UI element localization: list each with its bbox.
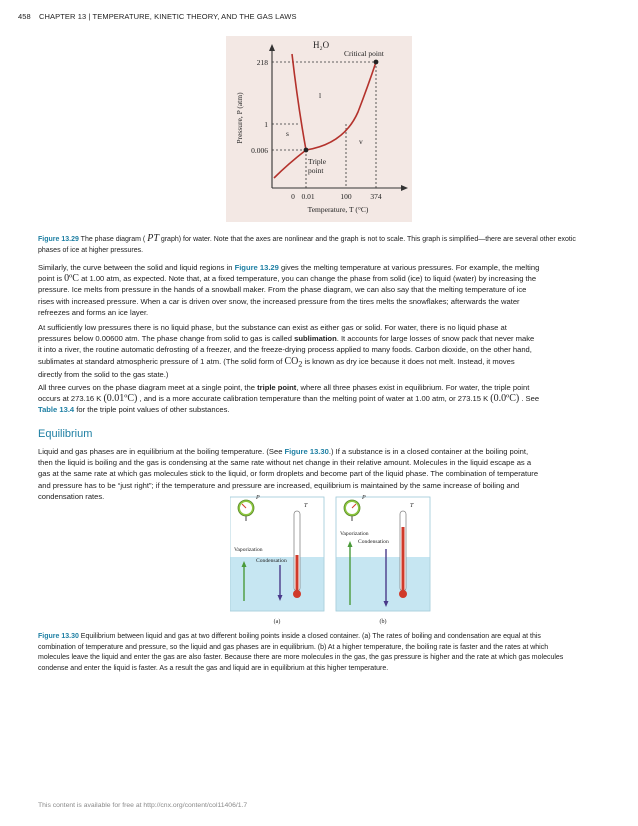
region-solid: s (286, 129, 289, 138)
paragraph-melting: Similarly, the curve between the solid and liquid regions in Figure 13.29 gives the melting temperature at various pressures. For example, the melting point is 0ºC at 1.00 atm, as expected. Note that, at a fixed temperature, you can change the phase from solid (ice) to liquid (water) by increasing the pressure. Ice melts from pressure in the hands of a snowball maker. From the phase diagram, we can also say that the melting temperature of ice rises with increased pressure. When a car is driven over snow, the increased pressure from the tires melts the snowflakes; afterwards the water refreezes and forms an ice layer. (38, 263, 540, 317)
x-tick-001: 0.01 (301, 192, 315, 201)
caption-label-13-30: Figure 13.30 (38, 633, 79, 640)
diagram-title: H₂O (313, 40, 330, 50)
condensation-label-a: Condensation (256, 558, 287, 564)
condensation-label-b: Condensation (358, 539, 389, 545)
y-tick-218: 218 (256, 58, 268, 67)
panel-b (336, 495, 430, 625)
figure-13-29-caption: Figure 13.29 The phase diagram ( PT graph) for water. Note that the axes are nonlinear and the graph is not to scale. This graph is simplified—there are several other exotic phases of ice at higher pressures. (38, 233, 576, 254)
triple-point-label-1: Triple (308, 157, 327, 166)
x-tick-100: 100 (340, 192, 352, 201)
link-table-13-4[interactable]: Table 13.4 (38, 405, 75, 415)
page-footer: This content is available for free at http://cnx.org/content/col11406/1.7 (38, 802, 248, 809)
link-figure-13-30[interactable]: Figure 13.30 (284, 447, 329, 456)
thermometer-fill-b (402, 527, 405, 593)
panel-a-label: (a) (273, 619, 281, 625)
x-tick-0: 0 (291, 192, 295, 201)
x-axis-label: Temperature, T (°C) (307, 205, 369, 214)
region-vapor: v (359, 137, 363, 146)
paragraph-triple-point: All three curves on the phase diagram meet at a single point, the triple point, where all three phases exist in equilibrium. For water, the triple point occurs at 273.16 K (0.01ºC) , and is a more accurate calibration temperature than the melting point of water at 1.00 atm, or 273.15 K (0.0ºC) . See Table 13.4 for the triple point values of other substances. (38, 383, 540, 415)
pt-math: PT (147, 233, 159, 244)
critical-point-label: Critical point (344, 49, 384, 58)
region-liquid: l (319, 91, 322, 100)
temp-label-b: T (410, 503, 414, 509)
figure-13-30-caption: Figure 13.30 Equilibrium between liquid and gas at two different boiling points inside a closed container. (a) The rates of boiling and condensation are equal at this combination of temperature and pressure, so the liquid and gas phases are in equilibrium. (b) At a higher temperature, the boiling rate is faster and the rates at which molecules leave the liquid and enter the gas are also faster. Because there are more molecules in the gas, the gas pressure is higher and the rate at which gas molecules condense and enter the liquid is faster. As a result the gas and liquid are in equilibrium at this higher temperature. (38, 633, 564, 672)
vaporization-label-b: Vaporization (340, 531, 369, 537)
caption-label: Figure 13.29 (38, 236, 79, 243)
thermometer-fill-a (296, 555, 299, 593)
paragraph-sublimation: At sufficiently low pressures there is no liquid phase, but the substance can exist as either gas or solid. For water, there is no liquid phase at pressures below 0.00600 atm. The phase change from solid to gas is called sublimation. It accounts for large losses of snow pack that never make it into a river, the routine automatic defrosting of a freezer, and the freeze-drying process applied to many foods. Carbon dioxide, on the other hand, sublimates at standard atmospheric pressure of 1 atm. (The solid form of $CO_2$ is known as dry ice because it does not melt. Instead, it moves directly from the solid to the gas state.) (38, 323, 535, 380)
triple-point-label-2: point (308, 166, 324, 175)
critical-point-marker (374, 60, 379, 65)
link-figure-13-29[interactable]: Figure 13.29 (234, 263, 279, 272)
page-header (18, 12, 297, 21)
y-tick-1: 1 (264, 120, 268, 129)
y-axis-label: Pressure, P (atm) (235, 92, 244, 144)
section-heading: Equilibrium (38, 428, 93, 440)
figure-13-29-phase-diagram (226, 36, 412, 222)
thermometer-bulb-a (293, 590, 301, 598)
temp-label-a: T (304, 503, 308, 509)
page-number: 458 (18, 12, 31, 21)
panel-a (230, 495, 324, 625)
pressure-label-b: P (362, 495, 366, 501)
y-tick-0006: 0.006 (251, 146, 268, 155)
figure-13-30-equilibrium (230, 493, 434, 629)
panel-b-label: (b) (379, 619, 387, 625)
vaporization-label-a: Vaporization (234, 547, 263, 553)
pressure-label-a: P (256, 495, 260, 501)
x-tick-374: 374 (370, 192, 382, 201)
thermometer-bulb-b (399, 590, 407, 598)
paragraph-equilibrium: Liquid and gas phases are in equilibrium at the boiling temperature. (See Figure 13.30.) If a substance is in a closed container at the boiling point, then the liquid is boiling and the gas is condensing at the same rate without net change in their relative amount. Molecules in the liquid escape as a gas at the same rate at which gas molecules stick to the liquid, or form droplets and become part of the liquid phase. The combination of temperature and pressure has to be “just right”; if the temperature and pressure are increased, equilibrium is maintained by the same increase of boiling and condensation rates. (38, 447, 539, 501)
figure-background (226, 36, 412, 222)
chapter-title: CHAPTER 13 | TEMPERATURE, KINETIC THEORY, AND THE GAS LAWS (39, 12, 297, 21)
triple-point-marker (304, 148, 309, 153)
